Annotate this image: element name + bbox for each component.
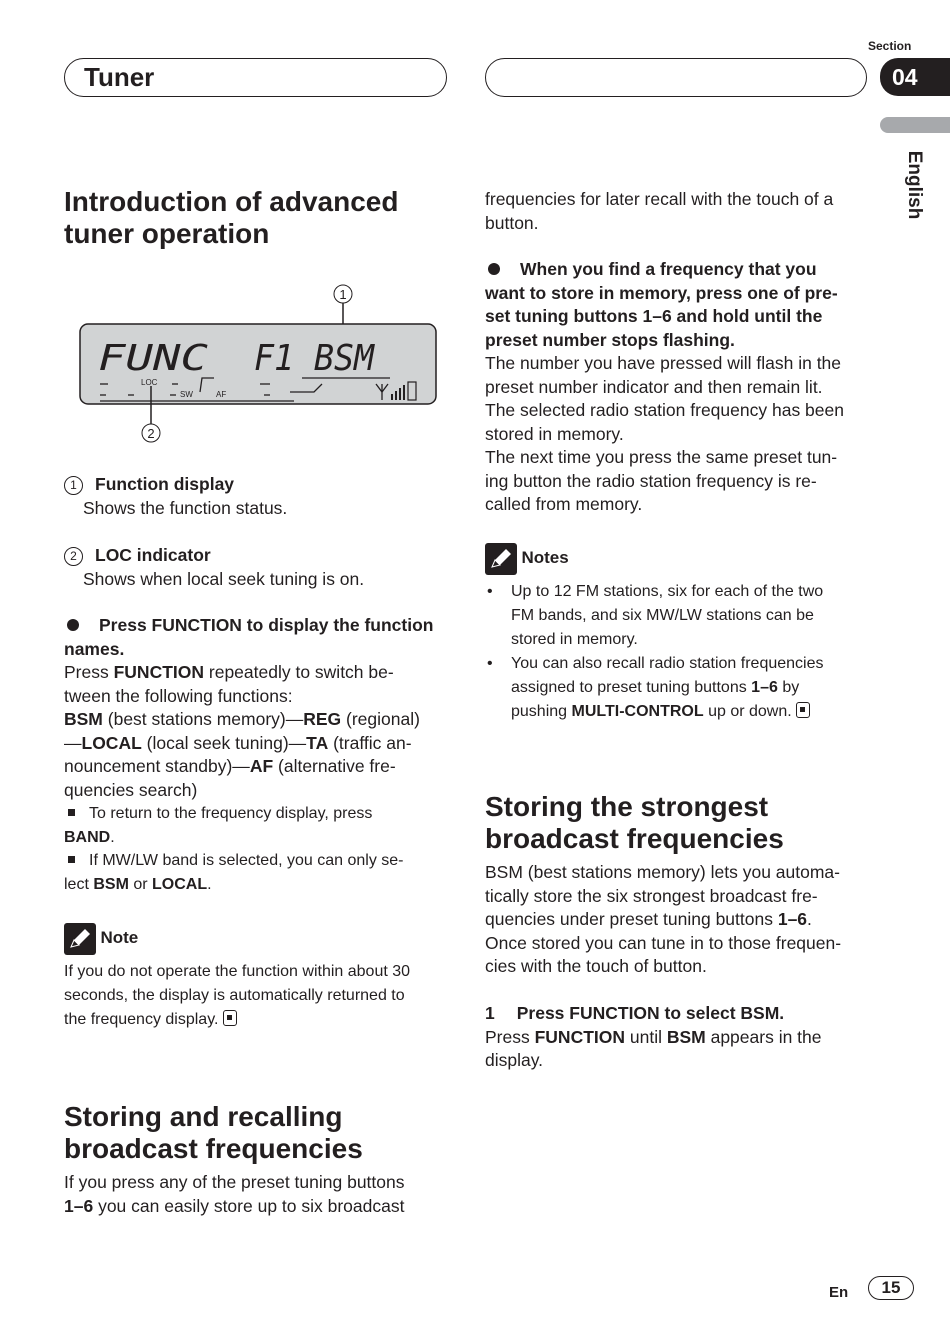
item-1-number: 1	[64, 476, 83, 495]
callout-2-text: 2	[147, 426, 155, 441]
item-2-number: 2	[64, 547, 83, 566]
item-function-display	[64, 473, 454, 520]
note-text: If you do not operate the function within about 30 seconds, the display is automatically returned to the frequency display.	[64, 963, 411, 1028]
tuner-display-illustration	[64, 280, 449, 450]
tip-mwlw: If MW/LW band is selected, you can only se- lect BSM or LOCAL.	[64, 852, 404, 893]
square-bullet	[68, 856, 75, 863]
bsm-description: BSM (best stations memory) lets you automa- tically store the six strongest broadcast fre- quencies under preset tuning buttons 1–6. Once stored you can tune in to those frequen- cies with the touch of button.	[485, 862, 842, 976]
end-mark-icon	[796, 702, 810, 718]
item-2-desc: Shows when local seek tuning is on.	[83, 568, 365, 589]
footer-lang-code: En	[829, 1284, 849, 1301]
language-label: English	[904, 150, 925, 220]
bullet-dot	[67, 619, 79, 631]
header-blank-frame	[485, 58, 867, 97]
note-pencil-icon	[485, 543, 517, 575]
callout-1-text: 1	[339, 287, 347, 302]
lcd-loc-indicator: LOC	[141, 378, 158, 387]
intro-heading: Introduction of advanced tuner operation	[64, 186, 399, 249]
section-label: Section	[868, 39, 912, 53]
lcd-text-bsm: F1 BSM	[254, 338, 376, 379]
note-item-1: • Up to 12 FM stations, six for each of the two FM bands, and six MW/LW stations can be stored in memory.	[487, 583, 824, 648]
lcd-af-indicator: AF	[216, 390, 227, 399]
note-heading: Note	[64, 923, 138, 955]
item-1-desc: Shows the function status.	[83, 497, 288, 518]
bullet-dot	[488, 263, 500, 275]
language-tab-bar	[880, 117, 950, 133]
bsm-step-1: 1 Press FUNCTION to select BSM. Press FUNCTION until BSM appears in the display.	[485, 1003, 822, 1070]
store-heading: Storing and recalling broadcast frequencies	[64, 1101, 363, 1164]
note-pencil-icon	[64, 923, 96, 955]
store-intro: If you press any of the preset tuning buttons 1–6 you can easily store up to six broadcast	[64, 1172, 405, 1216]
strongest-heading: Storing the strongest broadcast frequencies	[485, 791, 784, 854]
end-mark-icon	[223, 1010, 237, 1026]
square-bullet	[68, 809, 75, 816]
notes-heading: Notes	[485, 543, 569, 575]
section-number-tab: 04	[880, 58, 950, 96]
tip-band: To return to the frequency display, press BAND.	[64, 805, 373, 846]
page-title: Tuner	[84, 62, 155, 92]
lcd-sw-indicator: SW	[180, 390, 193, 399]
item-2-title: LOC indicator	[95, 545, 211, 565]
store-instruction: When you find a frequency that you want to store in memory, press one of pre- set tuning buttons 1–6 and hold until the preset number stops flashing. The number you have pressed will flash in the preset number indicator and then remain lit. The selected radio station frequency has been stored in memory. The next time you press the same preset tun- ing button the radio station frequency is re- called from memory.	[485, 259, 844, 514]
item-1-title: Function display	[95, 474, 235, 494]
function-instruction: Press FUNCTION to display the function names. Press FUNCTION repeatedly to switch be- tween the following functions: BSM (best stations memory)—REG (regional) —LOCAL (local seek tuning)—TA (traffic an- nouncement standby)—AF (alternative fre- quencies search)	[64, 615, 434, 800]
lcd-text-func: FUNC	[98, 338, 209, 379]
note-item-2: • You can also recall radio station frequencies assigned to preset tuning buttons 1–6 by pushing MULTI-CONTROL up or down.	[487, 655, 824, 720]
item-loc-indicator	[64, 544, 454, 591]
page-number: 15	[868, 1276, 914, 1300]
notes-list	[485, 580, 875, 724]
store-intro-continued: frequencies for later recall with the touch of a button.	[485, 189, 834, 233]
